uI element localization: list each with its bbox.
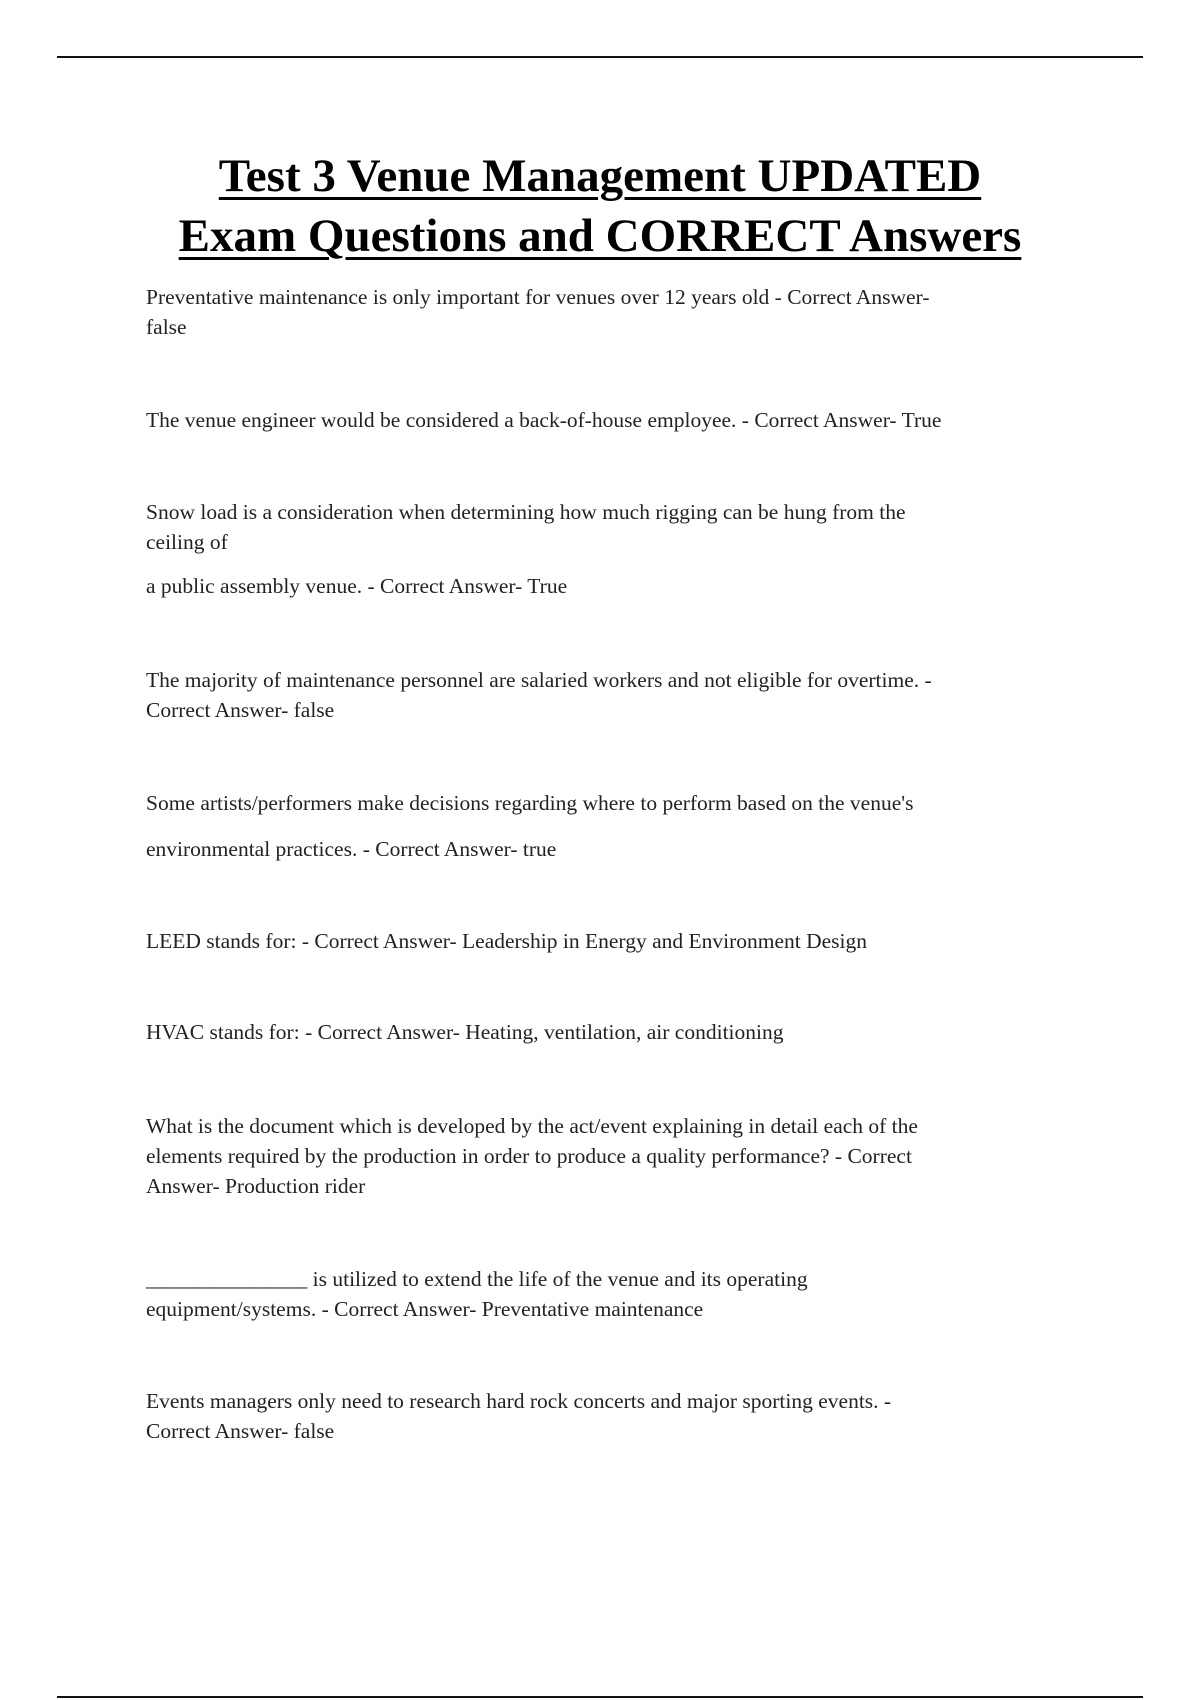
qa-item-9 <box>146 1264 1066 1324</box>
qa-line: The venue engineer would be considered a back-of-house employee. - Correct Answer- True <box>146 408 942 432</box>
qa-line: Preventative maintenance is only important for venues over 12 years old - Correct Answer- <box>146 285 930 309</box>
title-line-2: Exam Questions and CORRECT Answers <box>178 210 1022 262</box>
top-rule <box>57 56 1143 58</box>
qa-line: HVAC stands for: - Correct Answer- Heating, ventilation, air conditioning <box>146 1020 784 1044</box>
title-line-1: Test 3 Venue Management UPDATED <box>218 150 982 202</box>
qa-line: Some artists/performers make decisions regarding where to perform based on the venue's <box>146 791 914 815</box>
qa-item-5 <box>146 780 1066 872</box>
qa-line: equipment/systems. - Correct Answer- Preventative maintenance <box>146 1297 704 1321</box>
qa-line: Correct Answer- false <box>146 1419 335 1443</box>
qa-line: Answer- Production rider <box>146 1174 366 1198</box>
qa-line: What is the document which is developed by the act/event explaining in detail each of the <box>146 1114 918 1138</box>
bottom-rule <box>57 1696 1143 1698</box>
qa-line: environmental practices. - Correct Answer- true <box>146 837 557 861</box>
qa-item-8 <box>146 1111 1066 1201</box>
qa-item-7 <box>146 1017 1066 1047</box>
qa-item-4 <box>146 665 1066 725</box>
qa-line: false <box>146 315 187 339</box>
qa-line: Events managers only need to research hard rock concerts and major sporting events. - <box>146 1389 892 1413</box>
qa-item-3 <box>146 497 1066 601</box>
qa-line: a public assembly venue. - Correct Answer- True <box>146 574 568 598</box>
qa-line: Correct Answer- false <box>146 698 335 722</box>
qa-item-6 <box>146 926 1066 956</box>
document-title <box>60 146 1140 266</box>
qa-line: ceiling of <box>146 530 228 554</box>
qa-line: _______________ is utilized to extend the life of the venue and its operating <box>146 1267 808 1291</box>
qa-item-10 <box>146 1386 1066 1446</box>
qa-item-2 <box>146 405 1066 435</box>
qa-item-1 <box>146 282 1066 342</box>
qa-line: LEED stands for: - Correct Answer- Leadership in Energy and Environment Design <box>146 929 868 953</box>
qa-line: elements required by the production in order to produce a quality performance? - Correct <box>146 1144 912 1168</box>
qa-line: Snow load is a consideration when determining how much rigging can be hung from the <box>146 500 906 524</box>
qa-line: The majority of maintenance personnel are salaried workers and not eligible for overtime. - <box>146 668 932 692</box>
